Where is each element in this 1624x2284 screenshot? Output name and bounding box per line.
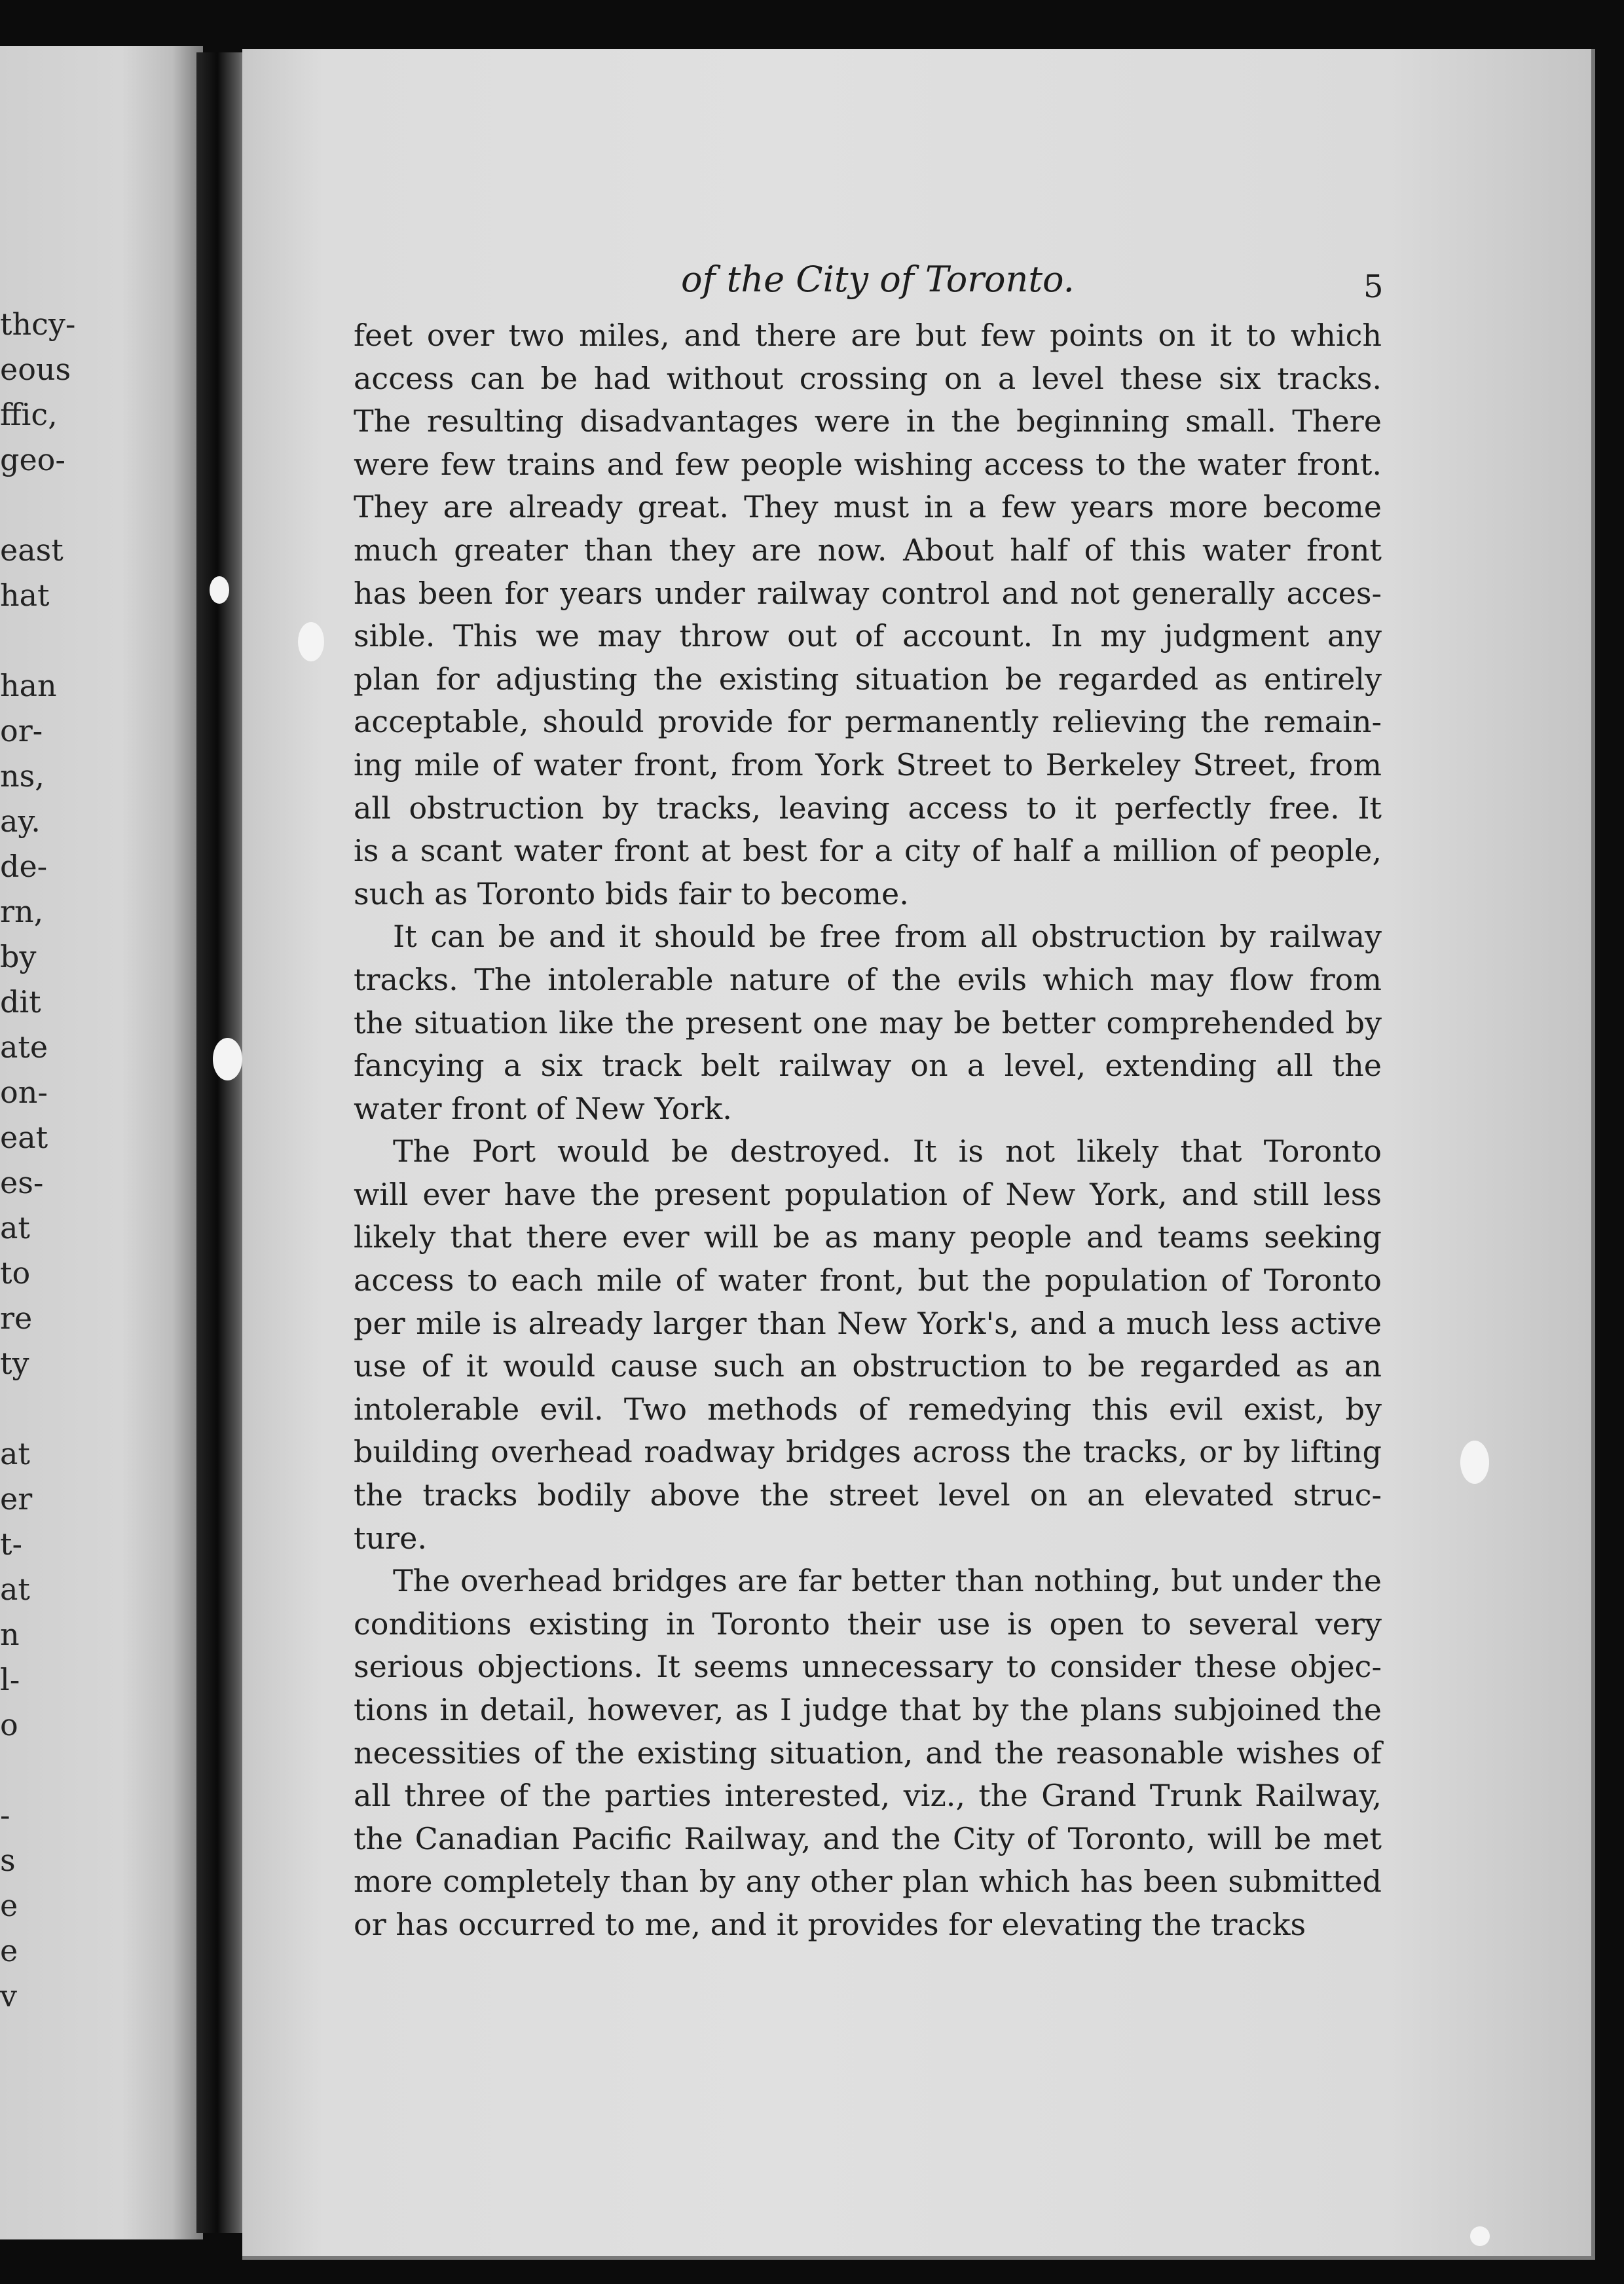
scan-speck [210,576,229,604]
text-line: The overhead bridges are far better than nothing, but under the [393,1563,1382,1599]
text-line: acceptable, should provide for permanently relieving the remain- [354,704,1382,740]
left-page-fragment: re [0,1300,33,1336]
text-line: water front of New York. [354,1090,732,1126]
text-line: tracks. The intolerable nature of the evils which may flow from [354,961,1382,997]
left-page-fragment: o [0,1707,18,1742]
left-page-fragment: eat [0,1120,48,1155]
left-page-fragment: er [0,1481,33,1517]
left-page-fragment: n [0,1617,20,1652]
text-line: access to each mile of water front, but the population of Toronto [354,1262,1382,1299]
left-page-edge [0,46,203,2239]
left-page-fragment: at [0,1572,30,1607]
text-line: per mile is already larger than New York's, and a much less active [354,1305,1382,1341]
left-page-fragment: e [0,1888,18,1923]
text-line: much greater than they are now. About half of this water front [354,532,1382,568]
left-page-fragment: at [0,1210,30,1245]
text-line: It can be and it should be free from all obstruction by railway [393,919,1382,955]
text-line: is a scant water front at best for a city of half a million of people, [354,833,1382,869]
text-line: They are already great. They must in a few years more become [354,489,1382,525]
text-line: all obstruction by tracks, leaving access to it perfectly free. It [354,790,1382,826]
left-page-fragment: e [0,1933,18,1968]
scan-speck [298,622,324,661]
paragraph [354,915,1382,1130]
left-page-fragment: dit [0,984,41,1020]
text-line: likely that there ever will be as many people and teams seeking [354,1219,1382,1255]
left-page-fragment: t- [0,1526,23,1562]
left-page-fragment: s [0,1843,16,1878]
scan-speck [213,1038,242,1080]
text-line: the Canadian Pacific Railway, and the City of Toronto, will be met [354,1820,1382,1856]
left-page-fragment: ty [0,1346,29,1381]
text-line: access can be had without crossing on a level these six tracks. [354,360,1382,396]
text-line: necessities of the existing situation, and the reasonable wishes of [354,1735,1382,1771]
text-line: tions in detail, however, as I judge that by the plans subjoined the [354,1692,1382,1727]
left-page-fragment: v [0,1978,17,2014]
left-page-fragment: ay. [0,803,41,839]
left-page-fragment: ate [0,1029,48,1065]
text-line: ing mile of water front, from York Street to Berkeley Street, from [354,746,1382,783]
left-page-fragment: es- [0,1165,44,1200]
text-line: the tracks bodily above the street level on an elevated struc- [354,1477,1382,1513]
text-line: or has occurred to me, and it provides for elevating the tracks [354,1906,1306,1942]
paragraph [354,1130,1382,1560]
text-line: has been for years under railway control and not generally acces- [354,575,1382,611]
left-page-fragment: l- [0,1662,20,1697]
book-gutter [196,52,249,2233]
text-line: sible. This we may throw out of account. In my judgment any [354,618,1382,654]
left-page-fragment: by [0,939,37,974]
text-line: will ever have the present population of New York, and still less [354,1176,1382,1212]
left-page-fragment: de- [0,849,48,884]
scan-speck [1460,1441,1489,1484]
left-page-fragment: eous [0,352,71,387]
running-header: of the City of Toronto. [681,259,1075,300]
text-line: The resulting disadvantages were in the beginning small. There [354,403,1382,439]
text-line: ture. [354,1520,427,1556]
paragraph [354,1560,1382,1946]
text-line: the situation like the present one may be better comprehended by [354,1004,1382,1041]
text-line: serious objections. It seems unnecessary to consider these objec- [354,1649,1382,1685]
left-page-fragment: ns, [0,758,45,794]
text-line: The Port would be destroyed. It is not likely that Toronto [393,1133,1382,1170]
text-line: all three of the parties interested, viz., the Grand Trunk Railway, [354,1778,1382,1814]
text-line: intolerable evil. Two methods of remedying this evil exist, by [354,1391,1382,1427]
left-page-fragment: on- [0,1075,48,1110]
text-line: were few trains and few people wishing access to the water front. [354,446,1382,482]
left-page-fragment: thcy- [0,306,76,342]
left-page-fragment: - [0,1797,10,1833]
left-page-fragment: east [0,532,64,568]
text-line: such as Toronto bids fair to become. [354,875,909,912]
text-line: use of it would cause such an obstruction to be regarded as an [354,1348,1382,1384]
left-page-fragment: to [0,1255,31,1291]
text-line: conditions existing in Toronto their use is open to several very [354,1606,1382,1642]
left-page-fragment: at [0,1436,30,1471]
left-page-fragment: geo- [0,442,65,477]
text-line: building overhead roadway bridges across the tracks, or by lifting [354,1434,1382,1470]
text-line: more completely than by any other plan which has been submitted [354,1864,1382,1900]
left-page-fragment: hat [0,578,50,613]
text-line: fancying a six track belt railway on a level, extending all the [354,1048,1382,1084]
body-text [354,314,1382,1947]
text-line: plan for adjusting the existing situation be regarded as entirely [354,661,1382,697]
paragraph [354,314,1382,915]
left-page-fragment: han [0,668,57,703]
text-line: feet over two miles, and there are but few points on it to which [354,318,1382,353]
left-page-fragment: rn, [0,894,44,929]
left-page-fragment: or- [0,713,43,748]
left-page-fragment: ffic, [0,397,58,432]
page-number: 5 [1363,268,1384,305]
scan-speck [1470,2226,1490,2246]
